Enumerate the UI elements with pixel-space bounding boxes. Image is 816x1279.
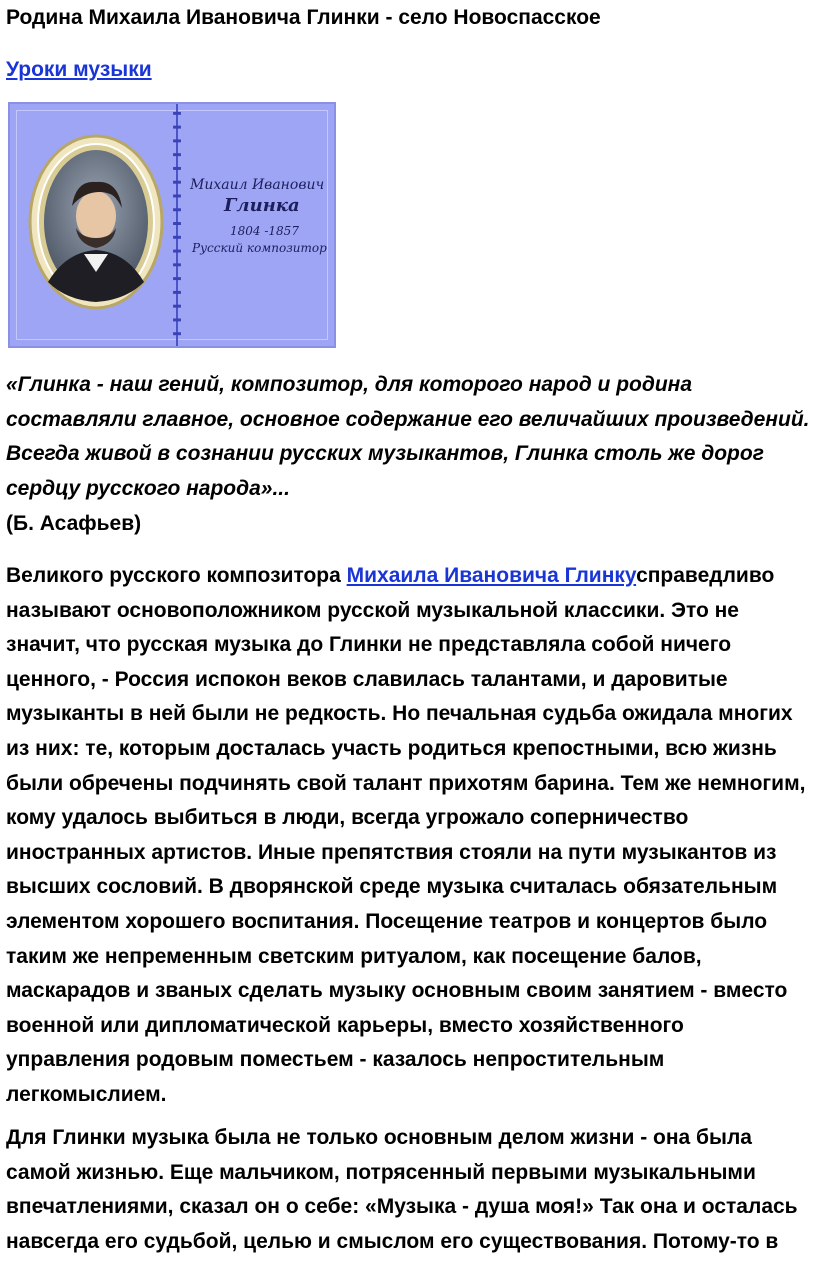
cover-caption (190, 176, 330, 256)
paragraph-1 (6, 559, 812, 1113)
paragraph-1-body: справедливо называют основоположником русской музыкальной классики. Это не значит, что русская музыка до Глинки не представляла собой ничего ценного, - Россия испокон веков славилась талантами, и даровитые музыканты в ней были не редкость. Но печальная судьба ожидала многих из них: те, которым досталась участь родиться крепостными, всю жизнь были обречены подчинять свой талант прихотям барина. Тем же немногим, кому удалось выбиться в люди, всегда угрожало соперничество иностранных артистов. Иные препятствия стояли на пути музыкантов из высших сословий. В дворянской среде музыка считалась обязательным элементом хорошего воспитания. Посещение театров и концертов было таким же непременным светским ритуалом, как посещение балов, маскарадов и званых сделать музыку основным своим занятием - вместо военной или дипломатической карьеры, вместо хозяйственного управления родовым поместьем - казалось непростительным легкомыслием. (6, 564, 806, 1106)
quote-author: (Б. Асафьев) (6, 512, 142, 535)
asafiev-quote: «Глинка - наш гений, композитор, для которого народ и родина составляли главное, основное содержание его величайших произведений. Всегда живой в сознании русских музыкантов, Глинка столь же дорог сердцу русского народа»... (6, 373, 810, 500)
cover-name-line2: Глинка (224, 195, 300, 216)
cover-name-line1: Михаил Иванович (190, 177, 325, 193)
portrait-oval-icon (26, 132, 166, 312)
page-title: Родина Михаила Ивановича Глинки - село Новоспасское (6, 6, 601, 29)
paragraph-1-intro: Великого русского композитора (6, 564, 347, 587)
cover-role: Русский композитор (192, 241, 327, 255)
paragraph-2: Для Глинки музыка была не только основным делом жизни - она была самой жизнью. Еще мальчиком, потрясенный первыми музыкальными впечатлениями, сказал он о себе: «Музыка - душа моя!» Так она и осталась навсегда его судьбой, целью и смыслом его существования. Потому-то в (6, 1126, 798, 1253)
glinka-cover-image (8, 102, 336, 348)
cover-spine-chain (173, 104, 181, 346)
cover-years: 1804 -1857 (230, 224, 299, 238)
lesson-link[interactable]: Уроки музыки (6, 58, 152, 81)
glinka-link[interactable]: Михаила Ивановича Глинку (346, 564, 637, 587)
